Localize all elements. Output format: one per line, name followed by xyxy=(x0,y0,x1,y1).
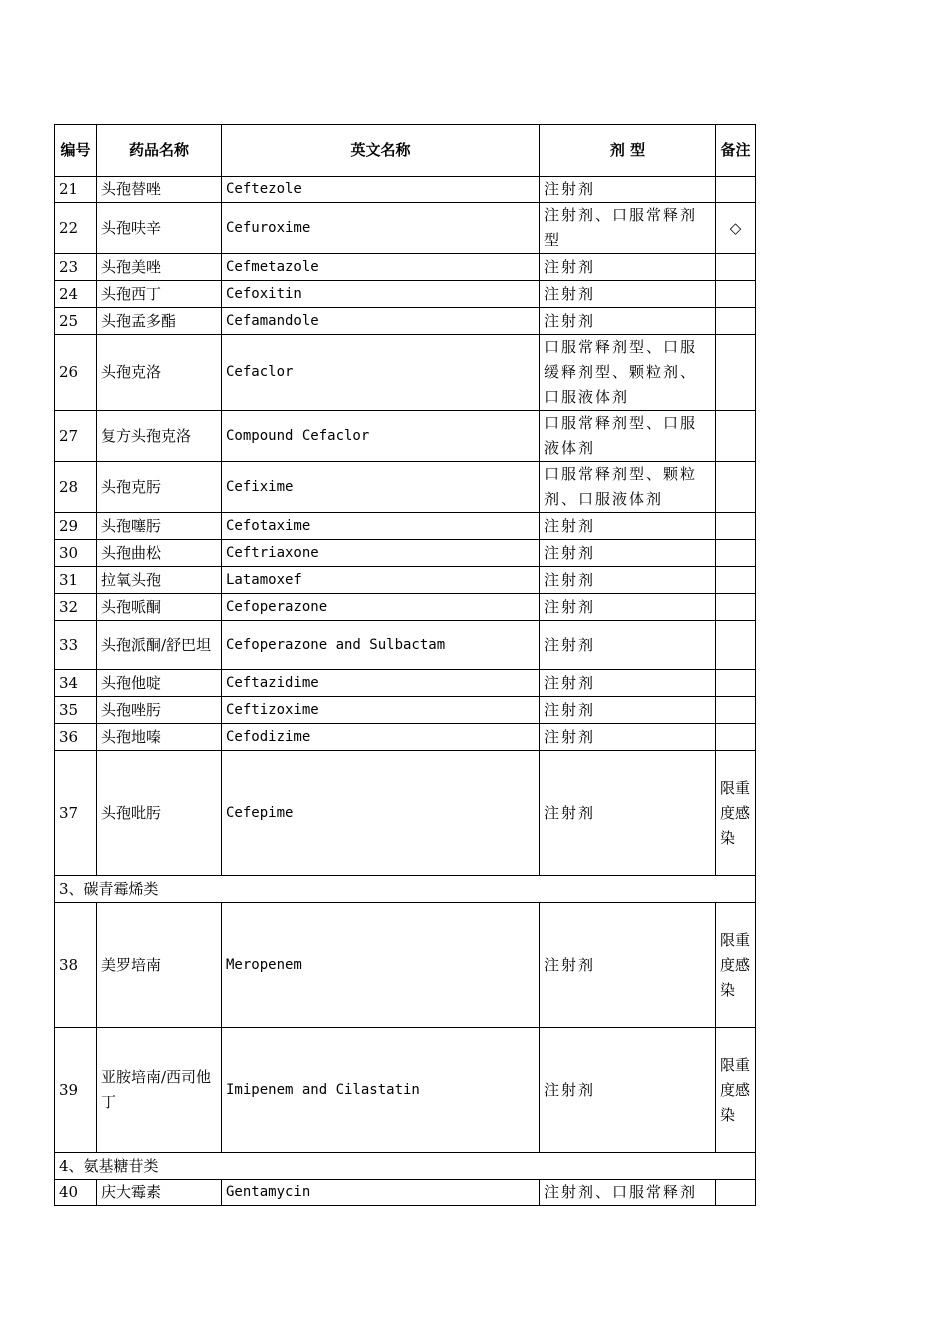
cell-note xyxy=(716,670,756,697)
cell-note xyxy=(716,177,756,203)
cell-en-name: Compound Cefaclor xyxy=(222,411,540,462)
table-row xyxy=(55,903,756,1028)
cell-en-name: Gentamycin xyxy=(222,1180,540,1206)
cell-en-name: Cefamandole xyxy=(222,308,540,335)
cell-note xyxy=(716,1180,756,1206)
cell-note xyxy=(716,254,756,281)
cell-cn-name: 头孢克肟 xyxy=(97,462,222,513)
cell-num: 28 xyxy=(55,462,97,513)
cell-form: 注射剂 xyxy=(540,567,716,594)
cell-en-name: Imipenem and Cilastatin xyxy=(222,1028,540,1153)
section-row xyxy=(55,1153,756,1180)
cell-num: 38 xyxy=(55,903,97,1028)
cell-num: 25 xyxy=(55,308,97,335)
table-row xyxy=(55,594,756,621)
cell-cn-name: 头孢克洛 xyxy=(97,335,222,411)
table-row xyxy=(55,540,756,567)
cell-form: 注射剂 xyxy=(540,594,716,621)
cell-note: 限重度感染 xyxy=(716,1028,756,1153)
cell-note: ◇ xyxy=(716,203,756,254)
table-row xyxy=(55,335,756,411)
cell-en-name: Latamoxef xyxy=(222,567,540,594)
cell-form: 注射剂 xyxy=(540,724,716,751)
cell-form: 注射剂 xyxy=(540,1028,716,1153)
table-row xyxy=(55,621,756,670)
table-row xyxy=(55,1028,756,1153)
table-row xyxy=(55,254,756,281)
cell-form: 注射剂、口服常释剂型 xyxy=(540,203,716,254)
cell-form: 注射剂 xyxy=(540,697,716,724)
cell-cn-name: 头孢西丁 xyxy=(97,281,222,308)
table-row xyxy=(55,177,756,203)
cell-num: 35 xyxy=(55,697,97,724)
section-label: 4、氨基糖苷类 xyxy=(55,1153,756,1180)
cell-note xyxy=(716,567,756,594)
cell-num: 37 xyxy=(55,751,97,876)
cell-en-name: Cefoxitin xyxy=(222,281,540,308)
cell-cn-name: 头孢孟多酯 xyxy=(97,308,222,335)
cell-form: 注射剂 xyxy=(540,177,716,203)
cell-form: 注射剂 xyxy=(540,513,716,540)
cell-cn-name: 头孢地嗪 xyxy=(97,724,222,751)
cell-num: 30 xyxy=(55,540,97,567)
cell-en-name: Cefoperazone and Sulbactam xyxy=(222,621,540,670)
cell-cn-name: 亚胺培南/西司他丁 xyxy=(97,1028,222,1153)
cell-cn-name: 头孢唑肟 xyxy=(97,697,222,724)
cell-en-name: Ceftriaxone xyxy=(222,540,540,567)
cell-form: 注射剂 xyxy=(540,540,716,567)
cell-note xyxy=(716,411,756,462)
cell-num: 29 xyxy=(55,513,97,540)
cell-form: 注射剂 xyxy=(540,621,716,670)
cell-num: 22 xyxy=(55,203,97,254)
cell-form: 注射剂 xyxy=(540,670,716,697)
table-row xyxy=(55,697,756,724)
table-row xyxy=(55,513,756,540)
cell-form: 注射剂 xyxy=(540,254,716,281)
cell-cn-name: 头孢哌酮 xyxy=(97,594,222,621)
table-row xyxy=(55,411,756,462)
cell-en-name: Cefoperazone xyxy=(222,594,540,621)
cell-en-name: Cefmetazole xyxy=(222,254,540,281)
cell-num: 27 xyxy=(55,411,97,462)
table-row xyxy=(55,670,756,697)
cell-num: 31 xyxy=(55,567,97,594)
cell-num: 36 xyxy=(55,724,97,751)
cell-cn-name: 庆大霉素 xyxy=(97,1180,222,1206)
section-label: 3、碳青霉烯类 xyxy=(55,876,756,903)
cell-form: 口服常释剂型、口服缓释剂型、颗粒剂、口服液体剂 xyxy=(540,335,716,411)
cell-form: 注射剂 xyxy=(540,903,716,1028)
cell-form: 注射剂、口服常释剂 xyxy=(540,1180,716,1206)
table-row xyxy=(55,281,756,308)
cell-cn-name: 头孢替唑 xyxy=(97,177,222,203)
cell-note: 限重度感染 xyxy=(716,751,756,876)
table-row xyxy=(55,462,756,513)
cell-cn-name: 头孢呋辛 xyxy=(97,203,222,254)
cell-num: 23 xyxy=(55,254,97,281)
header-note: 备注 xyxy=(716,125,756,177)
table-row xyxy=(55,1180,756,1206)
cell-note xyxy=(716,540,756,567)
cell-form: 口服常释剂型、口服液体剂 xyxy=(540,411,716,462)
table-row xyxy=(55,308,756,335)
cell-note: 限重度感染 xyxy=(716,903,756,1028)
section-row xyxy=(55,876,756,903)
cell-en-name: Cefodizime xyxy=(222,724,540,751)
cell-form: 注射剂 xyxy=(540,281,716,308)
cell-num: 40 xyxy=(55,1180,97,1206)
cell-en-name: Ceftezole xyxy=(222,177,540,203)
cell-num: 21 xyxy=(55,177,97,203)
cell-cn-name: 复方头孢克洛 xyxy=(97,411,222,462)
cell-form: 注射剂 xyxy=(540,751,716,876)
cell-note xyxy=(716,513,756,540)
cell-note xyxy=(716,281,756,308)
table-row xyxy=(55,724,756,751)
cell-form: 口服常释剂型、颗粒剂、口服液体剂 xyxy=(540,462,716,513)
cell-num: 26 xyxy=(55,335,97,411)
cell-note xyxy=(716,462,756,513)
cell-cn-name: 头孢吡肟 xyxy=(97,751,222,876)
cell-cn-name: 头孢噻肟 xyxy=(97,513,222,540)
cell-note xyxy=(716,335,756,411)
cell-note xyxy=(716,621,756,670)
cell-en-name: Cefotaxime xyxy=(222,513,540,540)
cell-cn-name: 美罗培南 xyxy=(97,903,222,1028)
table-header-row xyxy=(55,125,756,177)
cell-en-name: Cefixime xyxy=(222,462,540,513)
cell-cn-name: 头孢美唑 xyxy=(97,254,222,281)
cell-form: 注射剂 xyxy=(540,308,716,335)
cell-en-name: Cefuroxime xyxy=(222,203,540,254)
cell-cn-name: 头孢他啶 xyxy=(97,670,222,697)
cell-en-name: Cefaclor xyxy=(222,335,540,411)
header-cn-name: 药品名称 xyxy=(97,125,222,177)
cell-num: 33 xyxy=(55,621,97,670)
table-row xyxy=(55,567,756,594)
table-body xyxy=(55,177,756,1206)
cell-en-name: Ceftazidime xyxy=(222,670,540,697)
cell-cn-name: 拉氧头孢 xyxy=(97,567,222,594)
cell-note xyxy=(716,697,756,724)
cell-cn-name: 头孢曲松 xyxy=(97,540,222,567)
table-row xyxy=(55,751,756,876)
header-form: 剂 型 xyxy=(540,125,716,177)
cell-num: 32 xyxy=(55,594,97,621)
table-row xyxy=(55,203,756,254)
drug-table xyxy=(54,124,756,1206)
cell-num: 24 xyxy=(55,281,97,308)
cell-note xyxy=(716,308,756,335)
cell-num: 39 xyxy=(55,1028,97,1153)
cell-en-name: Ceftizoxime xyxy=(222,697,540,724)
cell-en-name: Cefepime xyxy=(222,751,540,876)
cell-cn-name: 头孢派酮/舒巴坦 xyxy=(97,621,222,670)
cell-note xyxy=(716,594,756,621)
header-en-name: 英文名称 xyxy=(222,125,540,177)
cell-en-name: Meropenem xyxy=(222,903,540,1028)
header-num: 编号 xyxy=(55,125,97,177)
cell-note xyxy=(716,724,756,751)
cell-num: 34 xyxy=(55,670,97,697)
